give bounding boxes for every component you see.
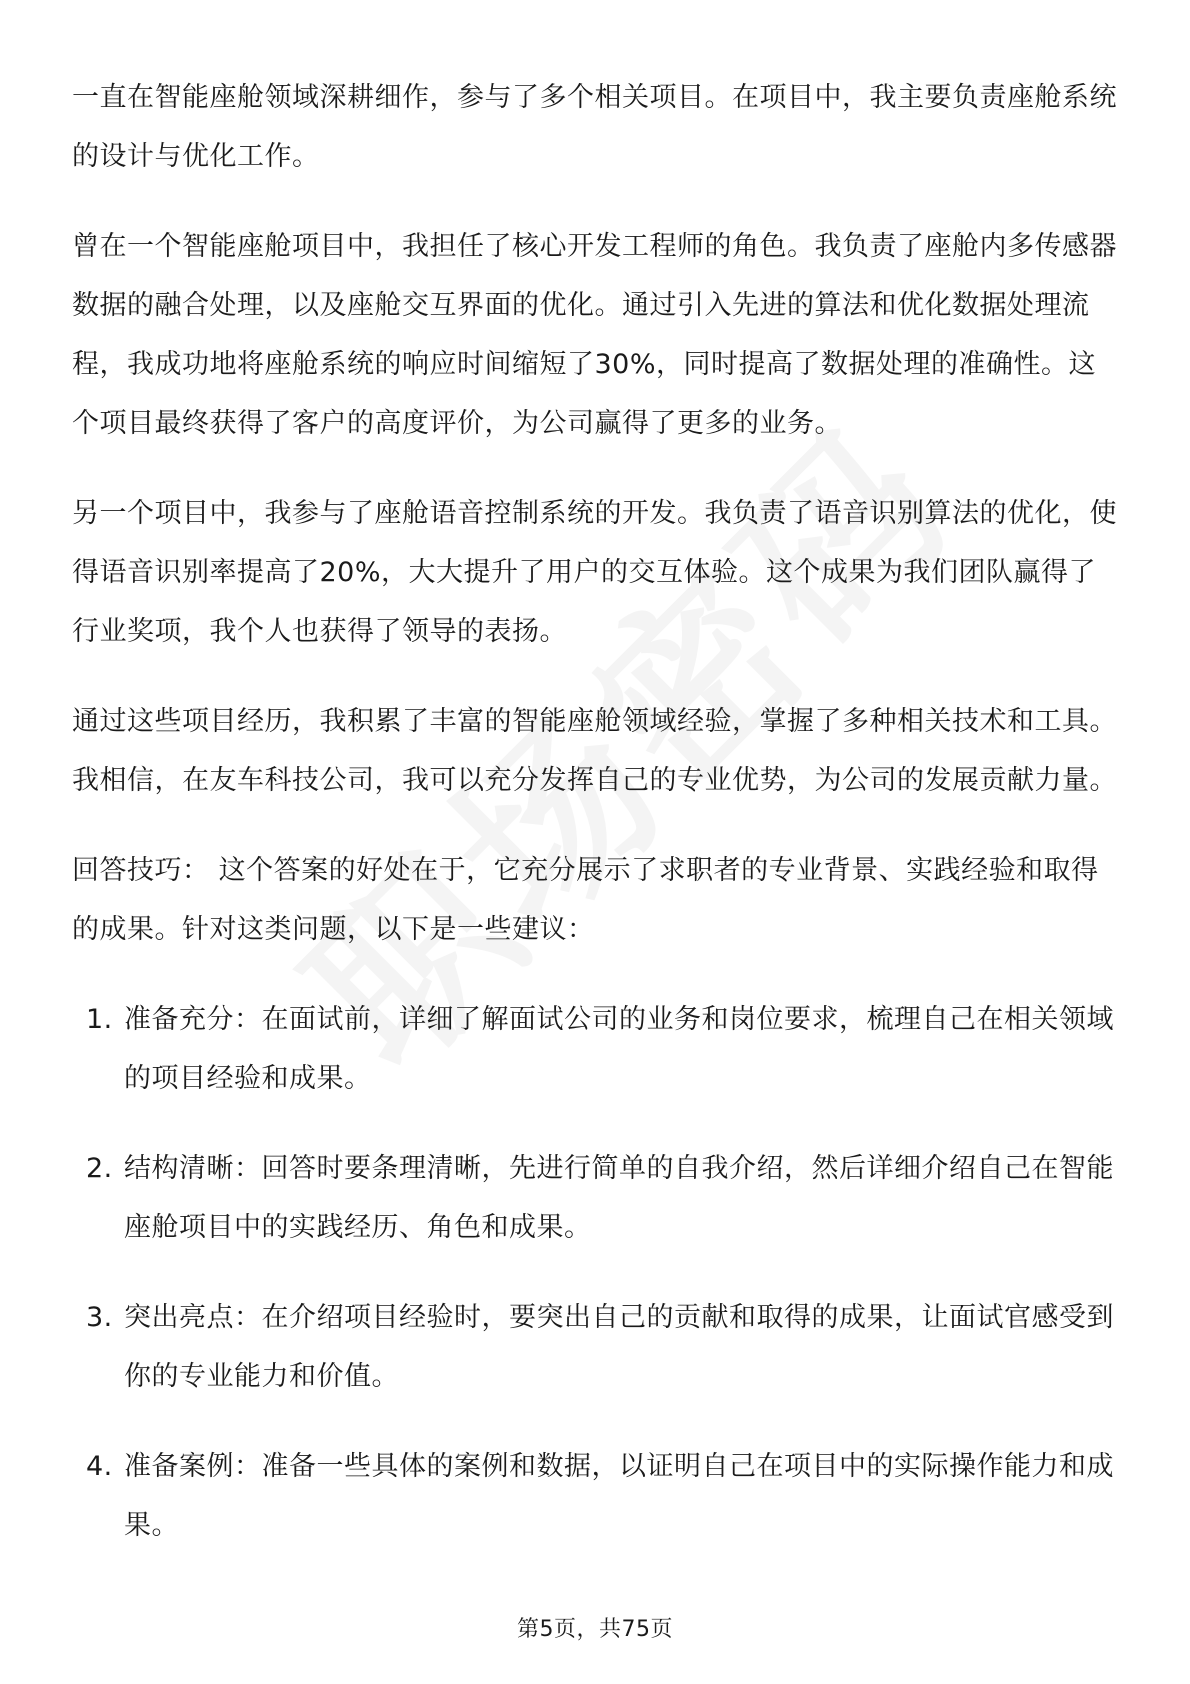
list-item-text: 突出亮点：在介绍项目经验时，要突出自己的贡献和取得的成果，让面试官感受到你的专业能力和价值。 bbox=[124, 1302, 1114, 1392]
paragraph-summary: 通过这些项目经历，我积累了丰富的智能座舱领域经验，掌握了多种相关技术和工具。我相信，在友车科技公司，我可以充分发挥自己的专业优势，为公司的发展贡献力量。 bbox=[72, 706, 1117, 796]
paragraph-project-one: 曾在一个智能座舱项目中，我担任了核心开发工程师的角色。我负责了座舱内多传感器数据的融合处理，以及座舱交互界面的优化。通过引入先进的算法和优化数据处理流程，我成功地将座舱系统的响应时间缩短了30%，同时提高了数据处理的准确性。这个项目最终获得了客户的高度评价，为公司赢得了更多的业务。 bbox=[72, 231, 1117, 439]
list-item-text: 准备案例：准备一些具体的案例和数据，以证明自己在项目中的实际操作能力和成果。 bbox=[124, 1451, 1114, 1541]
paragraph-intro: 一直在智能座舱领域深耕细作，参与了多个相关项目。在项目中，我主要负责座舱系统的设计与优化工作。 bbox=[72, 82, 1117, 172]
page-number-footer: 第5页，共75页 bbox=[517, 1617, 673, 1642]
list-item-number: 1. bbox=[86, 1004, 113, 1035]
list-item-number: 3. bbox=[86, 1302, 113, 1333]
list-item-text: 准备充分：在面试前，详细了解面试公司的业务和岗位要求，梳理自己在相关领域的项目经验和成果。 bbox=[124, 1004, 1114, 1094]
list-item-number: 4. bbox=[86, 1451, 113, 1482]
paragraph-project-two: 另一个项目中，我参与了座舱语音控制系统的开发。我负责了语音识别算法的优化，使得语音识别率提高了20%，大大提升了用户的交互体验。这个成果为我们团队赢得了行业奖项，我个人也获得了领导的表扬。 bbox=[72, 498, 1117, 647]
page-body bbox=[72, 68, 1122, 1586]
list-item bbox=[72, 1288, 1122, 1406]
list-item bbox=[72, 1437, 1122, 1555]
list-item-text: 结构清晰：回答时要条理清晰，先进行简单的自我介绍，然后详细介绍自己在智能座舱项目中的实践经历、角色和成果。 bbox=[124, 1153, 1114, 1243]
list-item bbox=[72, 990, 1122, 1108]
paragraph-answer-tips: 回答技巧： 这个答案的好处在于，它充分展示了求职者的专业背景、实践经验和取得的成果。针对这类问题，以下是一些建议： bbox=[72, 855, 1099, 945]
list-item bbox=[72, 1139, 1122, 1257]
list-item-number: 2. bbox=[86, 1153, 113, 1184]
suggestion-list bbox=[72, 990, 1122, 1555]
